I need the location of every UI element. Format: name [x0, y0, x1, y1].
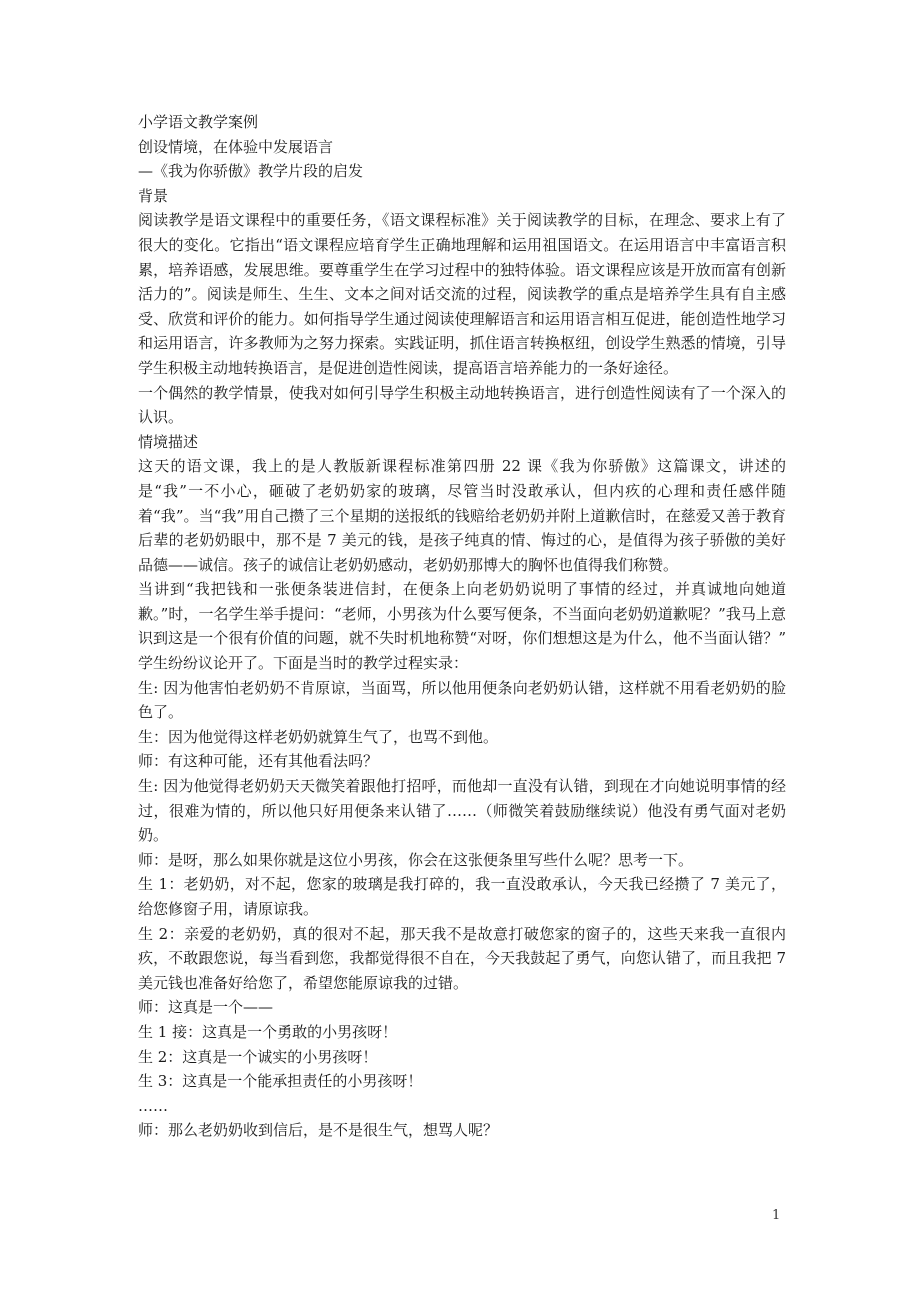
dialogue-line: 生：因为他觉得这样老奶奶就算生气了，也骂不到他。 [138, 727, 499, 746]
dialogue-line: 生: 因为他害怕老奶奶不肯原谅，当面骂，所以他用便条向老奶奶认错，这样就不用看老奶奶的脸色了。 [138, 678, 786, 722]
dialogue-line: 生 2：亲爱的老奶奶，真的很对不起，那天我不是故意打破您家的窗子的，这些天来我一直很内疚，不敢跟您说，每当看到您，我都觉得很不自在，今天我鼓起了勇气，向您认错了，而且我把 7 美元钱也准备好给您了，希望您能原谅我的过错。 [138, 924, 786, 992]
dialogue-line: 师：那么老奶奶收到信后，是不是很生气，想骂人呢？ [138, 1121, 499, 1140]
dialogue-line: 生 3：这真是一个能承担责任的小男孩呀！ [138, 1072, 423, 1091]
dialogue-line: 师：是呀，那么如果你就是这位小男孩，你会在这张便条里写些什么呢？思考一下。 [138, 850, 694, 869]
dialogue-line: 师：有这种可能，还有其他看法吗？ [138, 752, 379, 771]
section-heading: 情境描述 [138, 432, 199, 451]
paragraph: 阅读教学是语文课程中的重要任务，《语文课程标准》关于阅读教学的目标，在理念、要求上有了很大的变化。它指出“语文课程应培育学生正确地理解和运用祖国语文。在运用语言中丰富语言积累，培养语感，发展思维。要尊重学生在学习过程中的独特体验。语文课程应该是开放而富有创新活力的”。阅读是师生、生生、文本之间对话交流的过程，阅读教学的重点是培养学生具有自主感受、欣赏和评价的能力。如何指导学生通过阅读使理解语言和运用语言相互促进，能创造性地学习和运用语言，许多教师为之努力探索。实践证明，抓住语言转换枢纽，创设学生熟悉的情境，引导学生积极主动地转换语言，是促进创造性阅读，提高语言培养能力的一条好途径。 [138, 211, 786, 377]
paragraph: 这天的语文课，我上的是人教版新课程标准第四册 22 课《我为你骄傲》这篇课文，讲述的是“我”一不小心，砸破了老奶奶家的玻璃，尽管当时没敢承认，但内疚的心理和责任感伴随着“我”。当“我”用自己攒了三个星期的送报纸的钱赔给老奶奶并附上道歉信时，在慈爱又善于教育后辈的老奶奶眼中，那不是 7 美元的钱，是孩子纯真的情、悔过的心，是值得为孩子骄傲的美好品德——诚信。孩子的诚信让老奶奶感动，老奶奶那博大的胸怀也值得我们称赞。 [138, 457, 786, 574]
dialogue-line: 生 1 接：这真是一个勇敢的小男孩呀！ [138, 1022, 398, 1041]
ellipsis-line: …… [138, 1096, 168, 1115]
paragraph: 一个偶然的教学情景，使我对如何引导学生积极主动地转换语言，进行创造性阅读有了一个深入的认识。 [138, 383, 786, 427]
document-body [138, 110, 786, 1143]
section-heading: 背景 [138, 186, 169, 205]
subtitle-line: 创设情境，在体验中发展语言 [138, 137, 334, 156]
dialogue-line: 师：这真是一个—— [138, 998, 274, 1017]
dialogue-line: 生 2：这真是一个诚实的小男孩呀！ [138, 1047, 378, 1066]
title-line: 小学语文教学案例 [138, 113, 259, 131]
subtitle-line: —《我为你骄傲》教学片段的启发 [138, 162, 364, 181]
page-number: 1 [772, 1208, 781, 1223]
dialogue-line: 生 1：老奶奶，对不起，您家的玻璃是我打碎的，我一直没敢承认，今天我已经攒了 7 美元了，给您修窗子用，请原谅我。 [138, 875, 786, 918]
dialogue-line: 生: 因为他觉得老奶奶天天微笑着跟他打招呼，而他却一直没有认错，到现在才向她说明事情的经过，很难为情的，所以他只好用便条来认错了……（师微笑着鼓励继续说）他没有勇气面对老奶奶。 [138, 777, 786, 845]
paragraph: 当讲到“我把钱和一张便条装进信封，在便条上向老奶奶说明了事情的经过，并真诚地向她道歉。”时，一名学生举手提问：“老师，小男孩为什么要写便条，不当面向老奶奶道歉呢？”我马上意识到这是一个很有价值的问题，就不失时机地称赞“对呀，你们想想这是为什么，他不当面认错？” 学生纷纷议论开了。下面是当时的教学过程实录： [138, 580, 786, 673]
